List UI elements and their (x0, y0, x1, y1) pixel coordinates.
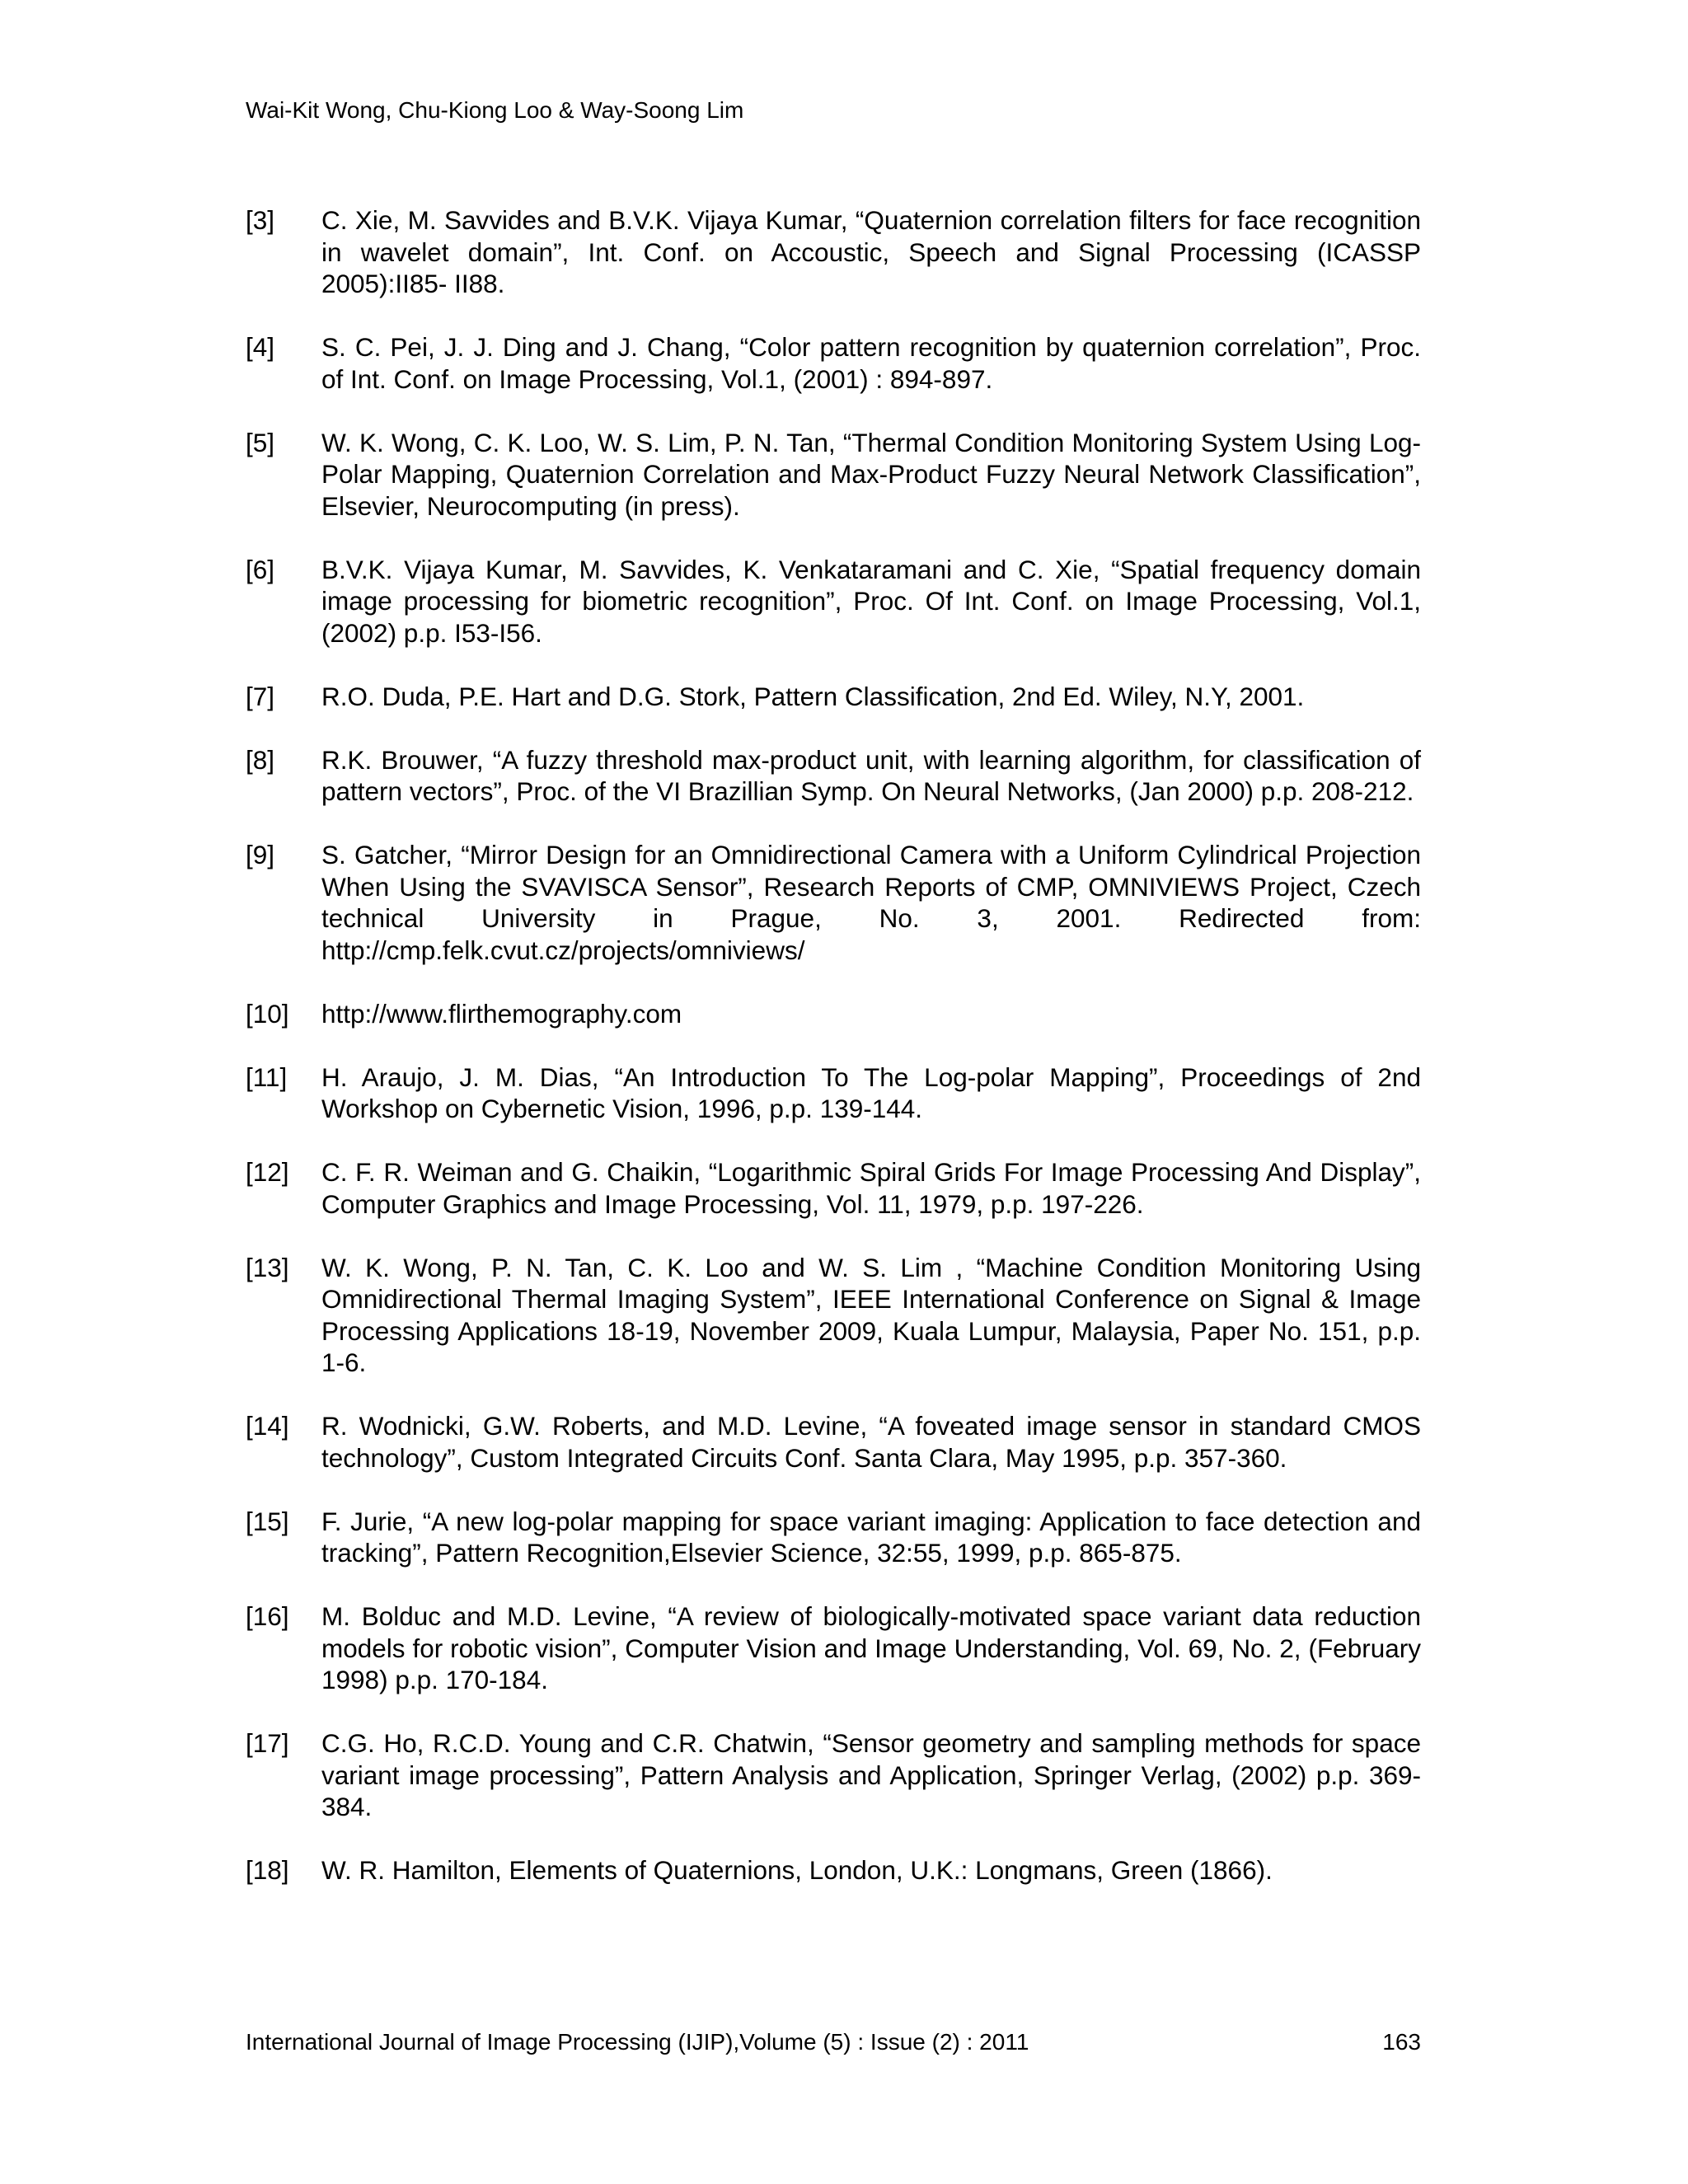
reference-number: [3] (246, 205, 275, 235)
running-header (246, 96, 743, 125)
reference-number: [18] (246, 1855, 289, 1885)
footer-journal: International Journal of Image Processing (IJIP),Volume (5) : Issue (2) : 2011 (246, 2029, 1029, 2055)
reference-item (246, 839, 1421, 966)
reference-text: S. C. Pei, J. J. Ding and J. Chang, “Color pattern recognition by quaternion correlation”, Proc. of Int. Conf. on Image Processing, Vol.1, (2001) : 894-897. (321, 332, 1421, 394)
reference-text: W. K. Wong, C. K. Loo, W. S. Lim, P. N. Tan, “Thermal Condition Monitoring System Using Log-Polar Mapping, Quaternion Correlation and Max-Product Fuzzy Neural Network Classification”, Elsevier, Neurocomputing (in press). (321, 427, 1421, 521)
reference-list (246, 204, 1421, 1918)
reference-item (246, 204, 1421, 300)
reference-number: [14] (246, 1411, 289, 1441)
reference-item (246, 681, 1421, 713)
reference-number: [9] (246, 840, 275, 869)
reference-item (246, 744, 1421, 808)
reference-number: [15] (246, 1506, 289, 1536)
reference-number: [13] (246, 1252, 289, 1282)
reference-text: M. Bolduc and M.D. Levine, “A review of biologically-motivated space variant data reduction models for robotic vision”, Computer Vision and Image Understanding, Vol. 69, No. 2, (February 1998) p.p. 170-184. (321, 1601, 1421, 1694)
reference-text: R. Wodnicki, G.W. Roberts, and M.D. Levine, “A foveated image sensor in standard CMOS technology”, Custom Integrated Circuits Conf. Santa Clara, May 1995, p.p. 357-360. (321, 1411, 1421, 1473)
reference-item (246, 1506, 1421, 1569)
reference-number: [6] (246, 554, 275, 584)
reference-number: [5] (246, 427, 275, 457)
reference-item (246, 998, 1421, 1030)
reference-text: R.O. Duda, P.E. Hart and D.G. Stork, Pattern Classification, 2nd Ed. Wiley, N.Y, 2001. (321, 681, 1305, 711)
reference-item (246, 1727, 1421, 1823)
reference-text: S. Gatcher, “Mirror Design for an Omnidirectional Camera with a Uniform Cylindrical Projection When Using the SVAVISCA Sensor”, Research Reports of CMP, OMNIVIEWS Project, Czech technical University in Prague, No. 3, 2001. Redirected from: http://cmp.felk.cvut.cz/projects/omniviews/ (321, 840, 1421, 965)
header-authors: Wai-Kit Wong, Chu-Kiong Loo & Way-Soong Lim (246, 97, 744, 123)
reference-item (246, 427, 1421, 523)
reference-number: [17] (246, 1728, 289, 1758)
reference-link[interactable]: http://www.flirthemography.com (321, 998, 682, 1029)
reference-text: R.K. Brouwer, “A fuzzy threshold max-product unit, with learning algorithm, for classification of pattern vectors”, Proc. of the VI Brazillian Symp. On Neural Networks, (Jan 2000) p.p. 208-212. (321, 744, 1421, 806)
reference-text: F. Jurie, “A new log-polar mapping for space variant imaging: Application to face detection and tracking”, Pattern Recognition,Elsevier Science, 32:55, 1999, p.p. 865-875. (321, 1506, 1421, 1568)
reference-text: C. Xie, M. Savvides and B.V.K. Vijaya Kumar, “Quaternion correlation filters for face recognition in wavelet domain”, Int. Conf. on Accoustic, Speech and Signal Processing (ICASSP 2005):II85- II88. (321, 205, 1421, 298)
reference-number: [10] (246, 998, 289, 1029)
reference-text: W. R. Hamilton, Elements of Quaternions, London, U.K.: Longmans, Green (1866). (321, 1855, 1273, 1885)
page-number: 163 (1382, 2029, 1421, 2055)
reference-number: [11] (246, 1062, 288, 1092)
reference-item (246, 1062, 1421, 1125)
reference-text: C. F. R. Weiman and G. Chaikin, “Logarithmic Spiral Grids For Image Processing And Display”, Computer Graphics and Image Processing, Vol. 11, 1979, p.p. 197-226. (321, 1157, 1421, 1219)
reference-text: B.V.K. Vijaya Kumar, M. Savvides, K. Venkataramani and C. Xie, “Spatial frequency domain image processing for biometric recognition”, Proc. Of Int. Conf. on Image Processing, Vol.1, (2002) p.p. I53-I56. (321, 554, 1421, 648)
reference-item (246, 1601, 1421, 1696)
reference-number: [8] (246, 744, 275, 775)
reference-number: [12] (246, 1157, 289, 1187)
reference-item (246, 1156, 1421, 1220)
reference-item (246, 1854, 1421, 1886)
reference-item (246, 1410, 1421, 1474)
reference-number: [7] (246, 681, 275, 711)
reference-text: C.G. Ho, R.C.D. Young and C.R. Chatwin, “Sensor geometry and sampling methods for space variant image processing”, Pattern Analysis and Application, Springer Verlag, (2002) p.p. 369-384. (321, 1728, 1421, 1821)
reference-text: H. Araujo, J. M. Dias, “An Introduction To The Log-polar Mapping”, Proceedings of 2nd Workshop on Cybernetic Vision, 1996, p.p. 139-144. (321, 1062, 1421, 1123)
reference-text: W. K. Wong, P. N. Tan, C. K. Loo and W. S. Lim , “Machine Condition Monitoring Using Omnidirectional Thermal Imaging System”, IEEE International Conference on Signal & Image Processing Applications 18-19, November 2009, Kuala Lumpur, Malaysia, Paper No. 151, p.p. 1-6. (321, 1252, 1421, 1377)
reference-item (246, 1252, 1421, 1379)
reference-item (246, 331, 1421, 395)
reference-item (246, 554, 1421, 649)
reference-number: [4] (246, 332, 275, 362)
reference-number: [16] (246, 1601, 289, 1631)
